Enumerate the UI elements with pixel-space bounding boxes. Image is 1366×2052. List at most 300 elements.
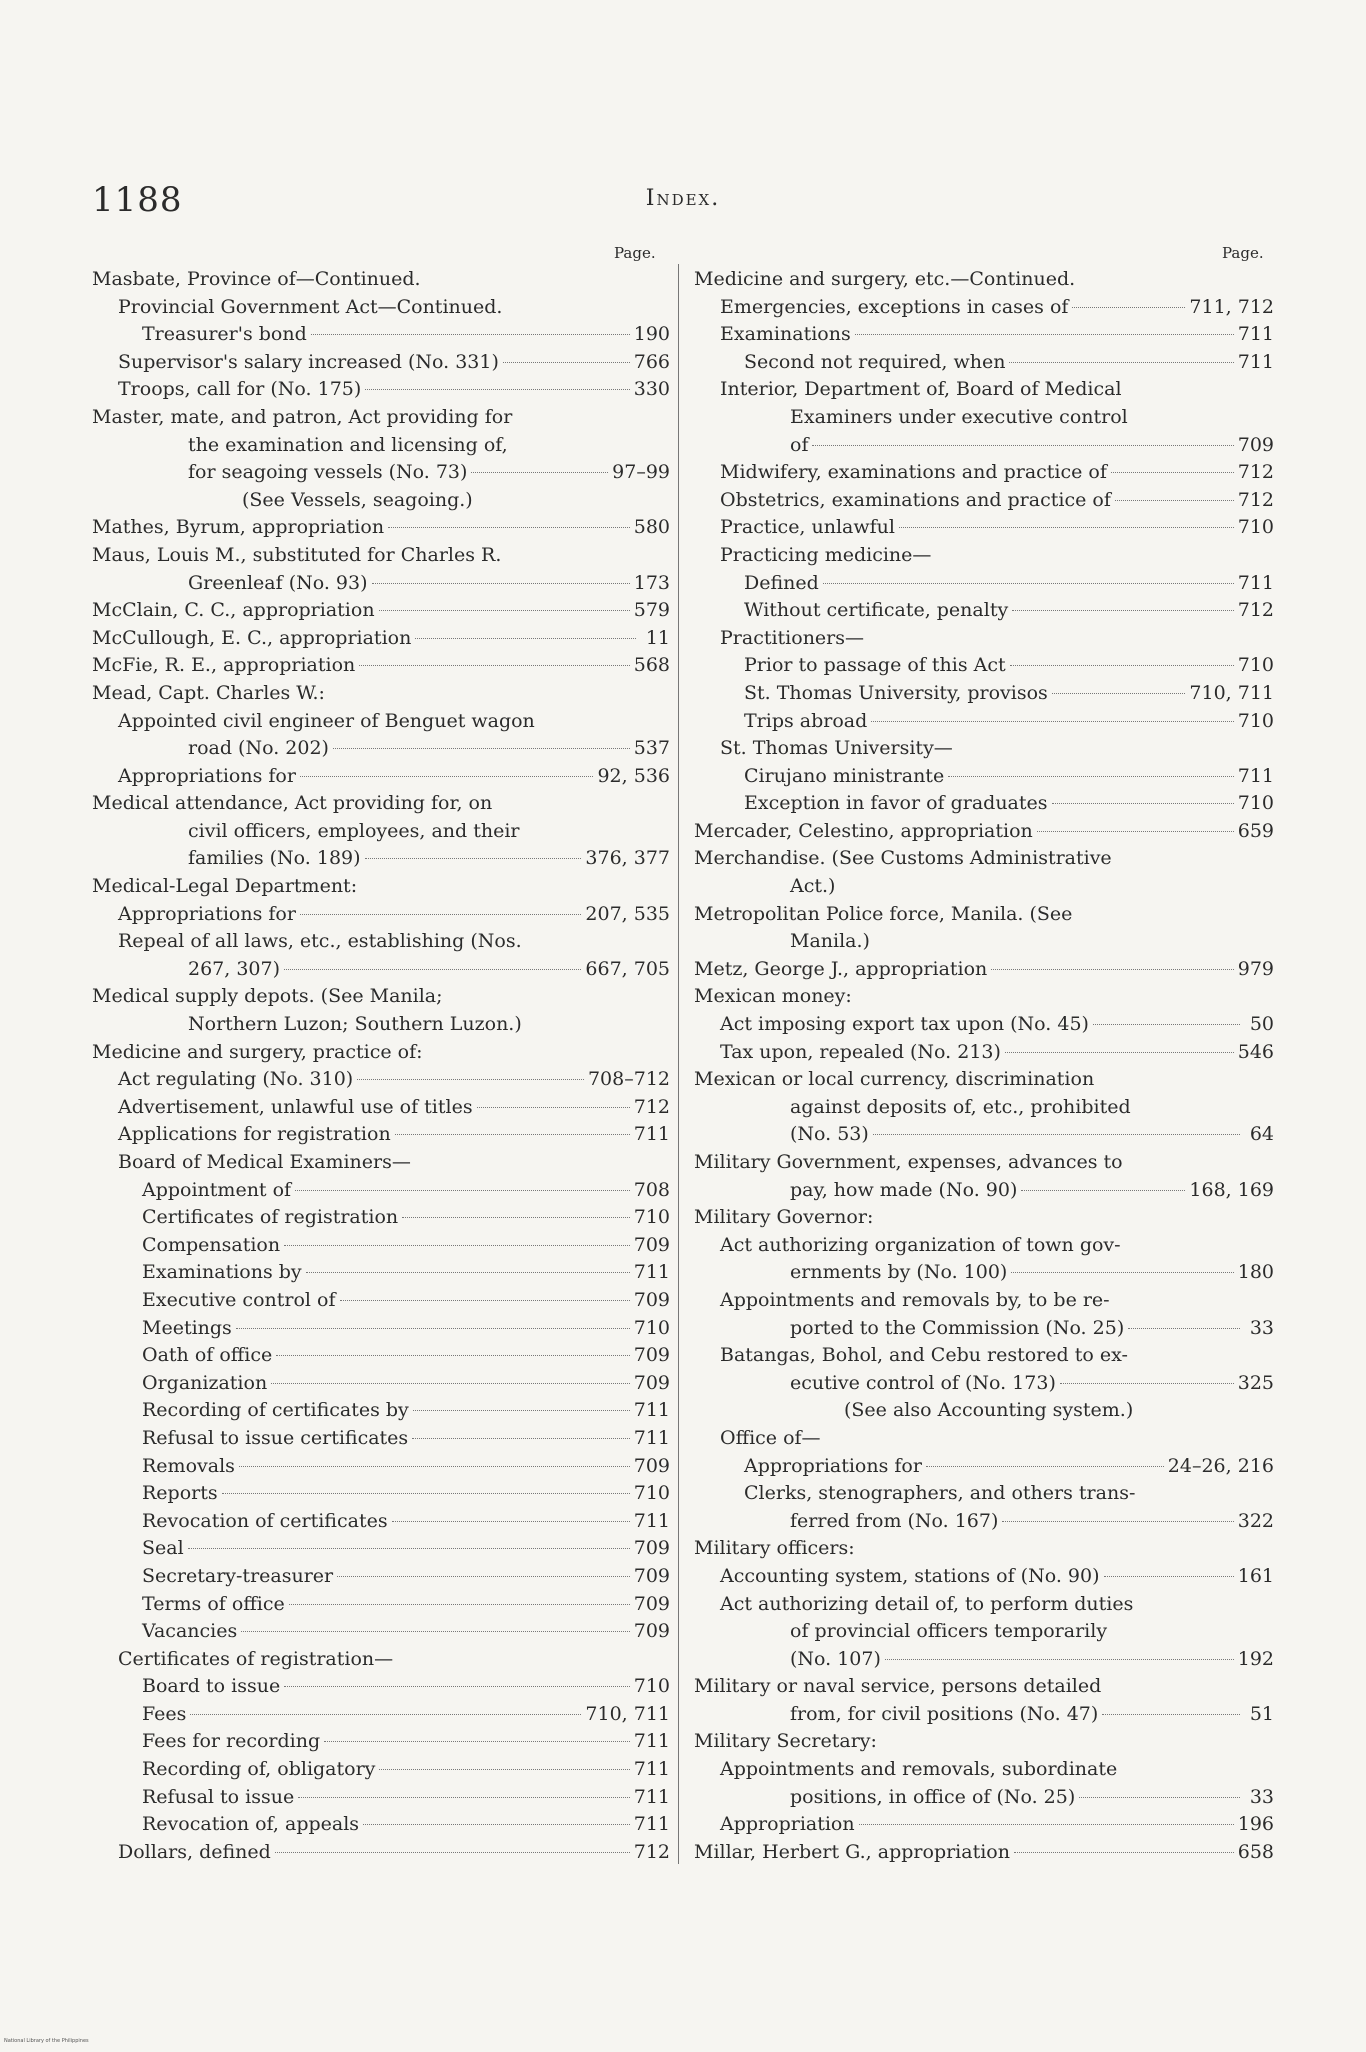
index-entry: Batangas, Bohol, and Cebu restored to ex-	[720, 1344, 1128, 1367]
entry-page-ref: 546	[1237, 1040, 1274, 1063]
index-entry: Master, mate, and patron, Act providing for	[92, 405, 513, 428]
index-entry: Medical-Legal Department:	[92, 875, 358, 898]
entry-text: Millar, Herbert G., appropriation	[694, 1840, 1010, 1863]
entry-page-ref: 709	[633, 1233, 670, 1256]
entry-page-ref: 64	[1249, 1123, 1274, 1146]
index-entry: Act.)	[790, 875, 836, 898]
entry-page-ref: 709	[633, 1620, 670, 1643]
entry-page-ref: 711	[633, 1730, 670, 1753]
index-entry: Metropolitan Police force, Manila. (See	[694, 902, 1073, 925]
entry-page-ref: 710, 711	[1189, 681, 1274, 704]
entry-page-ref: 173	[633, 571, 670, 594]
entry-text: Prior to passage of this Act	[744, 654, 1006, 677]
entry-text: Metz, George J., appropriation	[694, 957, 988, 980]
index-entry	[694, 1453, 1274, 1481]
dot-leader	[415, 638, 636, 639]
index-entry	[694, 1563, 1274, 1591]
index-entry	[92, 1728, 670, 1756]
index-entry	[694, 1508, 1274, 1536]
entry-text: Act imposing export tax upon (No. 45)	[720, 1013, 1089, 1036]
index-entry	[694, 1839, 1274, 1867]
dot-leader	[311, 334, 630, 335]
entry-text: Appropriations for	[118, 764, 296, 787]
index-entry: Medicine and surgery, etc.—Continued.	[694, 268, 1076, 290]
index-entry: Mexican or local currency, discrimination	[694, 1068, 1095, 1091]
entry-text: Practice, unlawful	[720, 516, 895, 539]
entry-page-ref: 92, 536	[597, 764, 670, 787]
dot-leader	[306, 1272, 630, 1273]
dot-leader	[372, 583, 630, 584]
entry-page-ref: 710	[1237, 654, 1274, 677]
entry-text: Examinations	[720, 323, 851, 346]
entry-page-ref: 711	[633, 1509, 670, 1532]
entry-page-ref: 710, 711	[585, 1702, 670, 1725]
index-entry	[694, 1011, 1274, 1039]
index-entry	[92, 1508, 670, 1536]
dot-leader	[395, 1134, 630, 1135]
index-entry	[92, 514, 670, 542]
index-entry: Act authorizing detail of, to perform duties	[720, 1592, 1134, 1615]
entry-text: Exception in favor of graduates	[744, 792, 1048, 815]
entry-page-ref: 579	[633, 599, 670, 622]
entry-page-ref: 710	[633, 1482, 670, 1505]
index-entry	[694, 652, 1274, 680]
dot-leader	[855, 334, 1234, 335]
dot-leader	[239, 1466, 630, 1467]
dot-leader	[926, 1466, 1164, 1467]
entry-page-ref: 711	[1237, 350, 1274, 373]
entry-page-ref: 192	[1237, 1647, 1274, 1670]
dot-leader	[188, 1548, 630, 1549]
dot-leader	[1021, 1190, 1185, 1191]
index-entry: (See also Accounting system.)	[844, 1399, 1134, 1422]
entry-text: families (No. 189)	[188, 847, 361, 870]
index-entry	[92, 570, 670, 598]
entry-text: St. Thomas University, provisos	[744, 681, 1048, 704]
dot-leader	[236, 1328, 630, 1329]
dot-leader	[388, 527, 630, 528]
index-entry	[92, 1121, 670, 1149]
index-entry	[694, 1039, 1274, 1067]
entry-text: Emergencies, exceptions in cases of	[720, 295, 1069, 318]
entry-text: road (No. 202)	[188, 737, 329, 760]
index-entry	[92, 1287, 670, 1315]
entry-text: Supervisor's salary increased (No. 331)	[118, 350, 499, 373]
dot-leader	[899, 527, 1234, 528]
index-entry: Northern Luzon; Southern Luzon.)	[188, 1013, 522, 1036]
entry-page-ref: 180	[1237, 1261, 1274, 1284]
entry-text: (No. 107)	[790, 1647, 881, 1670]
index-entry: St. Thomas University—	[720, 737, 953, 760]
entry-page-ref: 710	[633, 1206, 670, 1229]
index-entry: Medicine and surgery, practice of:	[92, 1040, 423, 1063]
index-entry	[694, 514, 1274, 542]
entry-text: Applications for registration	[118, 1123, 391, 1146]
dot-leader	[885, 1659, 1234, 1660]
index-entry	[92, 1756, 670, 1784]
index-entry	[694, 597, 1274, 625]
dot-leader	[295, 1190, 630, 1191]
entry-page-ref: 667, 705	[585, 957, 670, 980]
dot-leader	[337, 1576, 630, 1577]
index-entry: Interior, Department of, Board of Medical	[720, 378, 1122, 401]
entry-text: Treasurer's bond	[142, 323, 307, 346]
dot-leader	[1128, 1328, 1240, 1329]
entry-page-ref: 376, 377	[585, 847, 670, 870]
index-entry	[694, 708, 1274, 736]
index-entry: civil officers, employees, and their	[188, 819, 520, 842]
entry-page-ref: 766	[633, 350, 670, 373]
entry-page-ref: 709	[1237, 433, 1274, 456]
entry-page-ref: 537	[633, 737, 670, 760]
entry-text: Appropriations for	[118, 902, 296, 925]
index-entry	[92, 1259, 670, 1287]
entry-text: McCullough, E. C., appropriation	[92, 626, 412, 649]
entry-text: Compensation	[142, 1233, 281, 1256]
dot-leader	[503, 362, 630, 363]
index-entry: Certificates of registration—	[118, 1647, 394, 1670]
entry-text: Troops, call for (No. 175)	[118, 378, 362, 401]
dot-leader	[333, 748, 630, 749]
index-entry	[92, 376, 670, 404]
dot-leader	[871, 721, 1233, 722]
dot-leader	[1104, 1576, 1234, 1577]
index-entry: Military officers:	[694, 1537, 855, 1560]
entry-text: Appropriations for	[744, 1454, 922, 1477]
index-entry	[92, 652, 670, 680]
entry-page-ref: 711	[1237, 571, 1274, 594]
dot-leader	[1037, 831, 1234, 832]
entry-page-ref: 711	[633, 1813, 670, 1836]
index-entry	[694, 1177, 1274, 1205]
index-entry	[92, 321, 670, 349]
dot-leader	[477, 1107, 630, 1108]
index-entry: Appointments and removals by, to be re-	[720, 1288, 1110, 1311]
index-entry	[92, 1204, 670, 1232]
index-entry: Mexican money:	[694, 985, 852, 1008]
entry-text: ernments by (No. 100)	[790, 1261, 1008, 1284]
index-entry: Military or naval service, persons detailed	[694, 1675, 1102, 1698]
index-entry	[92, 763, 670, 791]
entry-text: Recording of certificates by	[142, 1399, 409, 1422]
entry-page-ref: 711, 712	[1189, 295, 1274, 318]
index-entry	[694, 1370, 1274, 1398]
index-entry	[694, 487, 1274, 515]
dot-leader	[300, 776, 594, 777]
entry-page-ref: 712	[633, 1840, 670, 1863]
index-entry: Practicing medicine—	[720, 543, 932, 566]
index-entry	[694, 1701, 1274, 1729]
entry-page-ref: 33	[1249, 1316, 1274, 1339]
index-entry: Military Governor:	[694, 1206, 874, 1229]
dot-leader	[379, 1769, 629, 1770]
entry-text: Reports	[142, 1482, 218, 1505]
dot-leader	[379, 610, 630, 611]
index-entry	[92, 1066, 670, 1094]
entry-text: Appropriation	[720, 1813, 855, 1836]
entry-text: Tax upon, repealed (No. 213)	[720, 1040, 1001, 1063]
entry-text: Midwifery, examinations and practice of	[720, 461, 1107, 484]
index-entry	[92, 1535, 670, 1563]
index-entry: Masbate, Province of—Continued.	[92, 268, 421, 290]
index-entry	[92, 625, 670, 653]
dot-leader	[300, 914, 581, 915]
index-entry: Medical attendance, Act providing for, on	[92, 792, 493, 815]
entry-text: Fees for recording	[142, 1730, 321, 1753]
entry-text: Greenleaf (No. 93)	[188, 571, 368, 594]
entry-text: pay, how made (No. 90)	[790, 1178, 1018, 1201]
entry-text: Board to issue	[142, 1675, 281, 1698]
index-entry	[694, 349, 1274, 377]
entry-page-ref: 712	[1237, 461, 1274, 484]
entry-text: Act regulating (No. 310)	[118, 1068, 354, 1091]
index-entry	[92, 845, 670, 873]
index-entry	[694, 1811, 1274, 1839]
index-entry	[92, 735, 670, 763]
dot-leader	[1079, 1797, 1240, 1798]
entry-page-ref: 51	[1249, 1702, 1274, 1725]
index-entry: Provincial Government Act—Continued.	[118, 295, 503, 318]
index-entry	[92, 1177, 670, 1205]
entry-text: Trips abroad	[744, 709, 868, 732]
dot-leader	[1052, 803, 1234, 804]
left-page-label: Page.	[614, 244, 656, 262]
entry-text: Accounting system, stations of (No. 90)	[720, 1564, 1100, 1587]
entry-page-ref: 711	[633, 1426, 670, 1449]
dot-leader	[1111, 472, 1234, 473]
dot-leader	[812, 445, 1233, 446]
index-entry	[694, 570, 1274, 598]
dot-leader	[412, 1438, 630, 1439]
right-index-column	[694, 266, 1274, 1866]
index-entry: (See Vessels, seagoing.)	[242, 488, 473, 511]
entry-page-ref: 710	[633, 1675, 670, 1698]
dot-leader	[948, 776, 1234, 777]
index-entry: Appointed civil engineer of Benguet wagon	[118, 709, 535, 732]
entry-text: Advertisement, unlawful use of titles	[118, 1095, 473, 1118]
dot-leader	[1093, 1024, 1240, 1025]
entry-text: Seal	[142, 1537, 184, 1560]
dot-leader	[1060, 1383, 1234, 1384]
entry-page-ref: 709	[633, 1371, 670, 1394]
entry-page-ref: 711	[633, 1123, 670, 1146]
index-entry: Examiners under executive control	[790, 405, 1128, 428]
index-entry	[694, 1646, 1274, 1674]
index-entry	[92, 459, 670, 487]
index-entry	[92, 1397, 670, 1425]
entry-text: Secretary-treasurer	[142, 1564, 334, 1587]
left-index-column	[92, 266, 670, 1866]
right-page-label: Page.	[1222, 244, 1264, 262]
dot-leader	[284, 1245, 630, 1246]
dot-leader	[1002, 1521, 1233, 1522]
index-entry	[92, 1370, 670, 1398]
entry-page-ref: 712	[633, 1095, 670, 1118]
dot-leader	[1102, 1714, 1240, 1715]
entry-text: Revocation of, appeals	[142, 1813, 360, 1836]
index-entry	[92, 1784, 670, 1812]
index-entry: against deposits of, etc., prohibited	[790, 1095, 1131, 1118]
entry-page-ref: 709	[633, 1454, 670, 1477]
index-entry: Military Government, expenses, advances to	[694, 1151, 1123, 1173]
entry-page-ref: 709	[633, 1344, 670, 1367]
entry-page-ref: 710	[1237, 516, 1274, 539]
dot-leader	[413, 1410, 630, 1411]
index-entry	[92, 1315, 670, 1343]
index-entry	[92, 1232, 670, 1260]
dot-leader	[241, 1631, 630, 1632]
entry-page-ref: 658	[1237, 1840, 1274, 1863]
index-entry	[92, 1673, 670, 1701]
entry-page-ref: 190	[633, 323, 670, 346]
dot-leader	[392, 1521, 630, 1522]
dot-leader	[471, 472, 608, 473]
entry-page-ref: 325	[1237, 1371, 1274, 1394]
dot-leader	[340, 1300, 630, 1301]
column-divider	[678, 264, 679, 1864]
index-entry	[92, 1094, 670, 1122]
entry-page-ref: 161	[1237, 1564, 1274, 1587]
entry-text: of	[790, 433, 809, 456]
entry-page-ref: 710	[1237, 709, 1274, 732]
entry-page-ref: 711	[633, 1758, 670, 1781]
entry-page-ref: 322	[1237, 1509, 1274, 1532]
entry-text: McClain, C. C., appropriation	[92, 599, 375, 622]
entry-page-ref: 97–99	[612, 461, 670, 484]
entry-text: Revocation of certificates	[142, 1509, 388, 1532]
entry-page-ref: 711	[1237, 323, 1274, 346]
dot-leader	[365, 858, 582, 859]
dot-leader	[190, 1714, 581, 1715]
index-entry	[92, 1618, 670, 1646]
entry-page-ref: 11	[645, 626, 670, 649]
index-entry: Maus, Louis M., substituted for Charles R.	[92, 543, 502, 566]
entry-page-ref: 50	[1249, 1013, 1274, 1036]
entry-text: positions, in office of (No. 25)	[790, 1785, 1076, 1808]
entry-page-ref: 709	[633, 1564, 670, 1587]
entry-text: Refusal to issue	[142, 1785, 295, 1808]
entry-text: Removals	[142, 1454, 235, 1477]
index-entry: Clerks, stenographers, and others trans-	[744, 1482, 1136, 1505]
entry-page-ref: 709	[633, 1592, 670, 1615]
index-entry	[694, 763, 1274, 791]
index-entry: Mead, Capt. Charles W.:	[92, 681, 325, 704]
entry-text: Defined	[744, 571, 819, 594]
entry-page-ref: 711	[1237, 764, 1274, 787]
index-entry	[694, 818, 1274, 846]
index-entry	[92, 597, 670, 625]
index-entry: Military Secretary:	[694, 1730, 877, 1753]
entry-text: Vacancies	[142, 1620, 238, 1643]
entry-page-ref: 711	[633, 1399, 670, 1422]
dot-leader	[275, 1852, 630, 1853]
entry-text: Mercader, Celestino, appropriation	[694, 819, 1033, 842]
index-entry	[694, 321, 1274, 349]
dot-leader	[365, 389, 629, 390]
index-entry	[694, 1259, 1274, 1287]
index-entry	[92, 1839, 670, 1867]
entry-page-ref: 196	[1237, 1813, 1274, 1836]
entry-text: Oath of office	[142, 1344, 273, 1367]
dot-leader	[1014, 1852, 1234, 1853]
index-entry	[694, 790, 1274, 818]
index-entry	[92, 1480, 670, 1508]
dot-leader	[324, 1741, 630, 1742]
dot-leader	[1011, 1272, 1233, 1273]
entry-text: Examinations by	[142, 1261, 302, 1284]
entry-text: Meetings	[142, 1316, 232, 1339]
dot-leader	[823, 583, 1234, 584]
index-entry	[694, 680, 1274, 708]
index-entry: Practitioners—	[720, 626, 865, 649]
dot-leader	[271, 1383, 630, 1384]
index-entry: Medical supply depots. (See Manila;	[92, 985, 443, 1008]
entry-page-ref: 709	[633, 1288, 670, 1311]
dot-leader	[859, 1824, 1234, 1825]
entry-text: for seagoing vessels (No. 73)	[188, 461, 468, 484]
entry-text: Dollars, defined	[118, 1840, 271, 1863]
entry-page-ref: 568	[633, 654, 670, 677]
entry-page-ref: 24–26, 216	[1167, 1454, 1274, 1477]
index-entry	[694, 1315, 1274, 1343]
index-entry	[92, 349, 670, 377]
entry-text: Refusal to issue certificates	[142, 1426, 409, 1449]
entry-text: Fees	[142, 1702, 187, 1725]
index-entry: Merchandise. (See Customs Administrative	[694, 847, 1112, 870]
entry-text: (No. 53)	[790, 1123, 869, 1146]
index-entry	[92, 956, 670, 984]
entry-page-ref: 710	[1237, 792, 1274, 815]
dot-leader	[357, 1079, 584, 1080]
footer-note: National Library of the Philippines	[4, 2038, 89, 2044]
index-entry: Appointments and removals, subordinate	[720, 1758, 1118, 1781]
entry-text: 267, 307)	[188, 957, 281, 980]
entry-page-ref: 712	[1237, 488, 1274, 511]
dot-leader	[1072, 307, 1185, 308]
index-entry	[694, 956, 1274, 984]
index-entry	[92, 901, 670, 929]
index-entry: of provincial officers temporarily	[790, 1620, 1108, 1643]
entry-text: Executive control of	[142, 1288, 336, 1311]
entry-page-ref: 659	[1237, 819, 1274, 842]
index-entry: Repeal of all laws, etc., establishing (Nos.	[118, 930, 522, 953]
page-number: 1188	[92, 180, 183, 220]
index-entry	[92, 1563, 670, 1591]
dot-leader	[276, 1355, 630, 1356]
index-entry: Office of—	[720, 1426, 821, 1449]
entry-page-ref: 979	[1237, 957, 1274, 980]
entry-page-ref: 710	[633, 1316, 670, 1339]
index-entry	[92, 1591, 670, 1619]
entry-text: from, for civil positions (No. 47)	[790, 1702, 1099, 1725]
index-entry	[694, 432, 1274, 460]
dot-leader	[363, 1824, 630, 1825]
entry-text: ecutive control of (No. 173)	[790, 1371, 1056, 1394]
dot-leader	[1009, 362, 1233, 363]
dot-leader	[402, 1217, 630, 1218]
dot-leader	[1052, 693, 1186, 694]
entry-page-ref: 708	[633, 1178, 670, 1201]
index-entry: Manila.)	[790, 930, 870, 953]
entry-page-ref: 711	[633, 1785, 670, 1808]
dot-leader	[359, 665, 629, 666]
entry-text: Second not required, when	[744, 350, 1006, 373]
index-entry: the examination and licensing of,	[188, 433, 508, 456]
entry-text: Mathes, Byrum, appropriation	[92, 516, 385, 539]
entry-text: Recording of, obligatory	[142, 1758, 376, 1781]
dot-leader	[284, 969, 581, 970]
dot-leader	[1005, 1052, 1234, 1053]
